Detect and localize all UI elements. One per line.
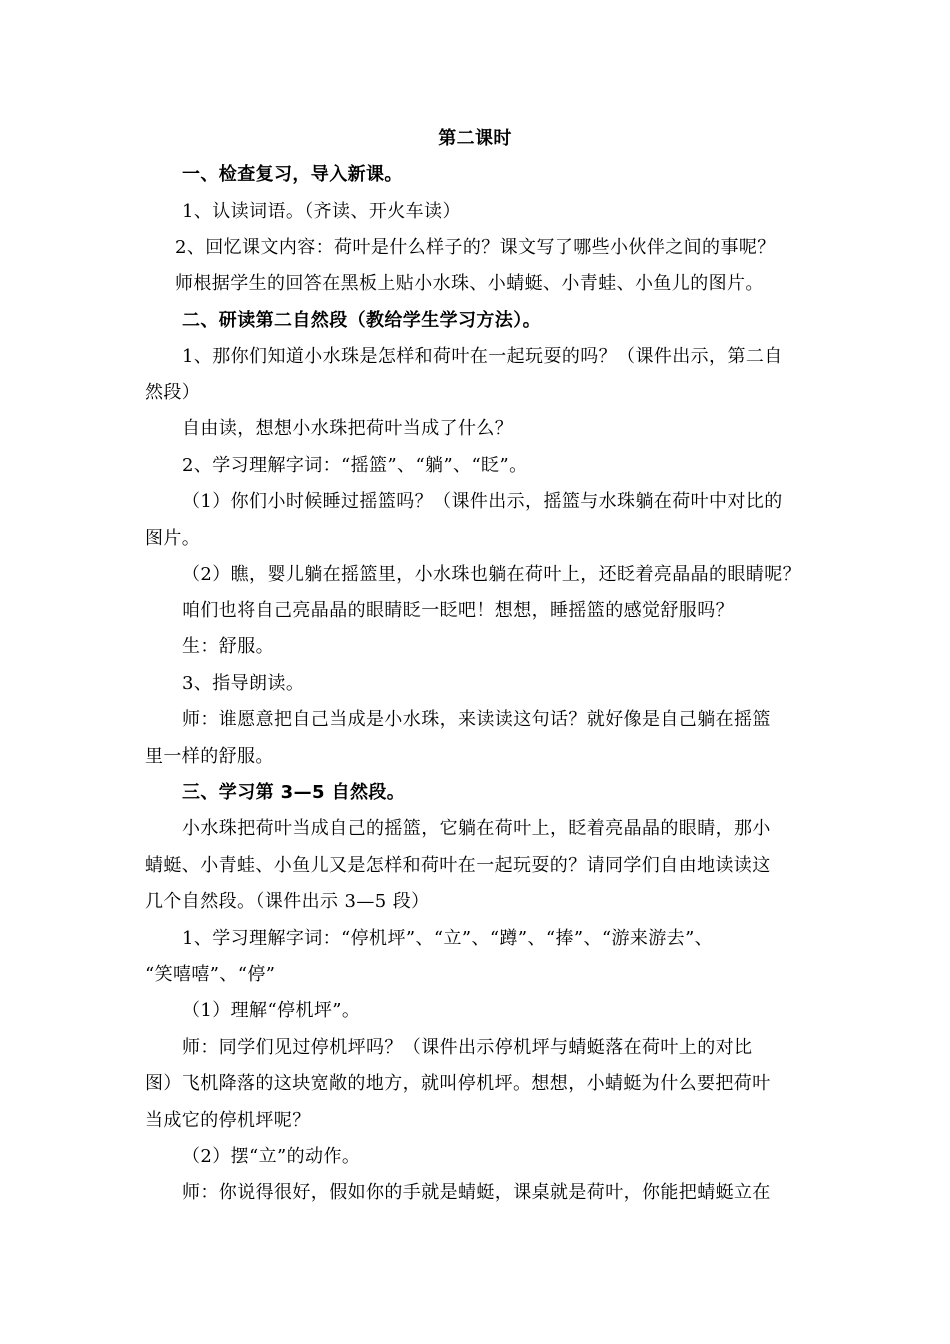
- paragraph-line: 里一样的舒服。: [145, 746, 274, 767]
- paragraph-line: 小水珠把荷叶当成自己的摇篮，它躺在荷叶上，眨着亮晶晶的眼睛，那小: [182, 818, 771, 839]
- paragraph-line: 图）飞机降落的这块宽敞的地方，就叫停机坪。想想，小蜻蜓为什么要把荷叶: [145, 1073, 771, 1094]
- paragraph-line: 1、那你们知道小水珠是怎样和荷叶在一起玩耍的吗？（课件出示，第二自: [182, 346, 783, 367]
- paragraph-line: 自由读，想想小水珠把荷叶当成了什么？: [182, 418, 514, 439]
- paragraph-line: 2、回忆课文内容：荷叶是什么样子的？课文写了哪些小伙伴之间的事呢？: [175, 237, 776, 258]
- section-heading-2: 二、研读第二自然段（教给学生学习方法）。: [182, 310, 541, 331]
- paragraph-line: 3、指导朗读。: [182, 673, 305, 694]
- paragraph-line: （1）理解“停机坪”。: [182, 1000, 361, 1021]
- paragraph-line: （1）你们小时候睡过摇篮吗？（课件出示，摇篮与水珠躺在荷叶中对比的: [182, 491, 783, 512]
- paragraph-line: （2）摆“立”的动作。: [182, 1146, 361, 1167]
- paragraph-line: 当成它的停机坪呢？: [145, 1110, 311, 1131]
- paragraph-line: 师：同学们见过停机坪吗？（课件出示停机坪与蜻蜓落在荷叶上的对比: [182, 1037, 753, 1058]
- paragraph-line: 蜻蜓、小青蛙、小鱼儿又是怎样和荷叶在一起玩耍的？请同学们自由地读读这: [145, 855, 771, 876]
- paragraph-line: （2）瞧，婴儿躺在摇篮里，小水珠也躺在荷叶上，还眨着亮晶晶的眼睛呢？: [182, 564, 802, 585]
- section-heading-3: 三、学习第 3—5 自然段。: [182, 782, 406, 803]
- paragraph-line: 1、学习理解字词：“停机坪”、“立”、“蹲”、“捧”、“游来游去”、: [182, 928, 714, 949]
- page-title: 第二课时: [438, 128, 512, 149]
- paragraph-line: 2、学习理解字词：“摇篮”、“躺”、“眨”。: [182, 455, 528, 476]
- paragraph-line: 师根据学生的回答在黑板上贴小水珠、小蜻蜓、小青蛙、小鱼儿的图片。: [175, 273, 764, 294]
- paragraph-line: 师：谁愿意把自己当成是小水珠，来读读这句话？就好像是自己躺在摇篮: [182, 709, 771, 730]
- paragraph-line: 1、认读词语。（齐读、开火车读）: [182, 201, 461, 222]
- paragraph-line: 咱们也将自己亮晶晶的眼睛眨一眨吧！想想，睡摇篮的感觉舒服吗？: [182, 600, 734, 621]
- paragraph-line: 几个自然段。（课件出示 3—5 段）: [145, 891, 430, 912]
- paragraph-line: 然段）: [145, 382, 201, 403]
- paragraph-line: 生：舒服。: [182, 636, 274, 657]
- paragraph-line: 图片。: [145, 528, 201, 549]
- paragraph-line: 师：你说得很好，假如你的手就是蜻蜓，课桌就是荷叶，你能把蜻蜓立在: [182, 1182, 771, 1203]
- section-heading-1: 一、检查复习，导入新课。: [182, 164, 403, 185]
- paragraph-line: “笑嘻嘻”、“停”: [145, 964, 276, 985]
